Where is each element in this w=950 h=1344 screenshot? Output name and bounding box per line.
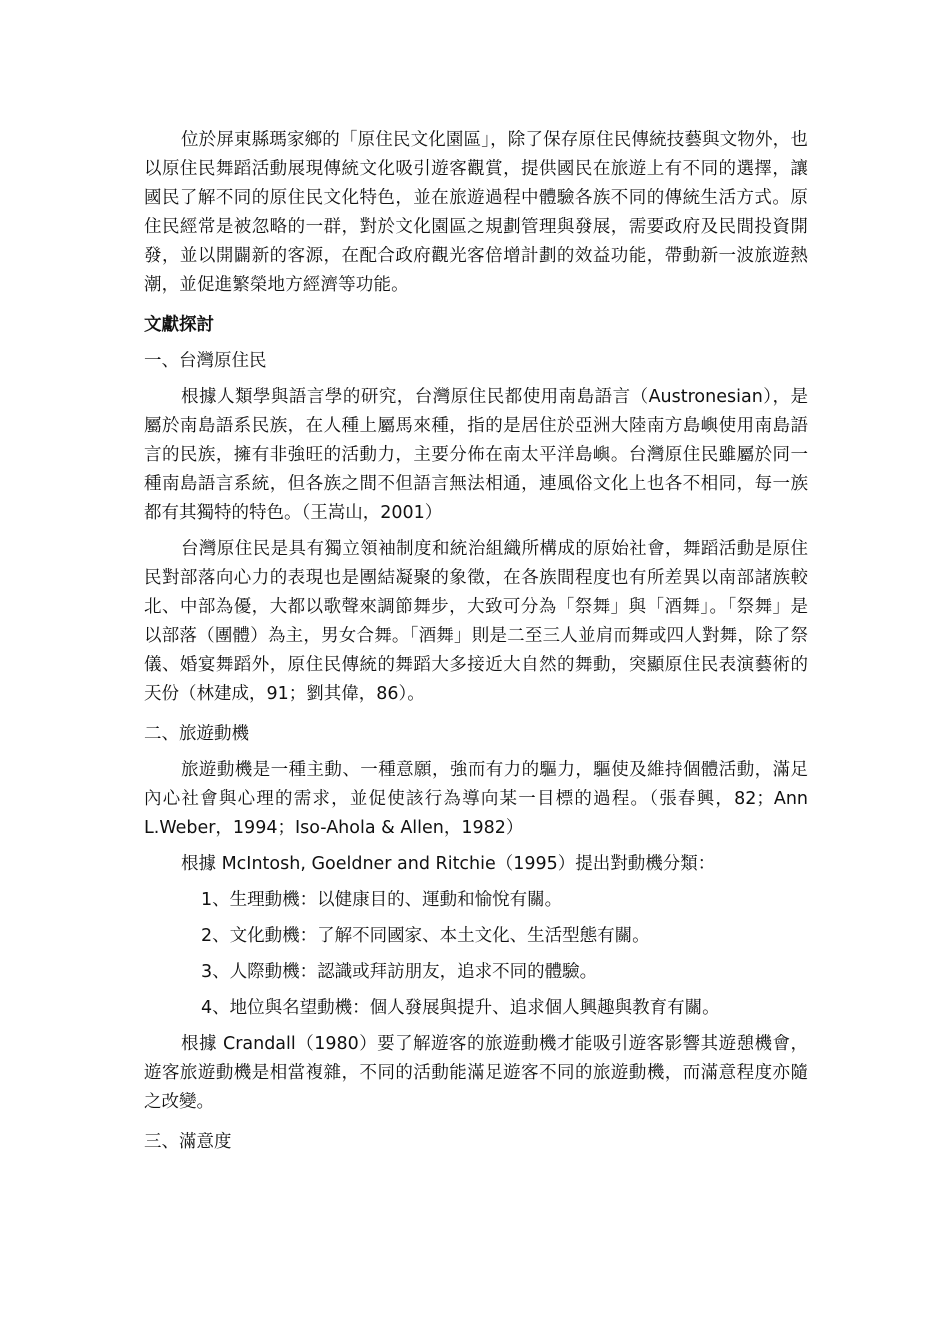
paragraph-dance: 台灣原住民是具有獨立領袖制度和統治組織所構成的原始社會，舞蹈活動是原住民對部落向心力的表現也是團結凝聚的象徵，在各族間程度也有所差異以南部諸族較北、中部為優，大都以歌聲來調節舞步，大致可分為「祭舞」與「酒舞」。「祭舞」是以部落（團體）為主，男女合舞。「酒舞」則是二至三人並肩而舞或四人對舞，除了祭儀、婚宴舞蹈外，原住民傳統的舞蹈大多接近大自然的舞動，突顯原住民表演藝術的天份（林建成，91；劉其偉，86）。 — [144, 539, 808, 704]
intro-paragraph: 位於屏東縣瑪家鄉的「原住民文化園區」，除了保存原住民傳統技藝與文物外，也以原住民舞蹈活動展現傳統文化吸引遊客觀賞，提供國民在旅遊上有不同的選擇，讓國民了解不同的原住民文化特色，並在旅遊過程中體驗各族不同的傳統生活方式。原住民經常是被忽略的一群，對於文化園區之規劃管理與發展，需要政府及民間投資開發，並以開闢新的客源，在配合政府觀光客倍增計劃的效益功能，帶動新一波旅遊熱潮，並促進繁榮地方經濟等功能。 — [144, 130, 808, 295]
subsection-title-motivation: 二、旅遊動機 — [144, 724, 249, 744]
motivation-list — [144, 886, 808, 1023]
paragraph-motivation-definition: 旅遊動機是一種主動、一種意願，強而有力的驅力，驅使及維持個體活動，滿足內心社會與心理的需求，並促使該行為導向某一目標的過程。（張春興，82；Ann L.Weber，1994；Iso-Ahola & Allen，1982） — [144, 760, 808, 838]
paragraph-crandall: 根據 Crandall（1980）要了解遊客的旅遊動機才能吸引遊客影響其遊憩機會，遊客旅遊動機是相當複雜，不同的活動能滿足遊客不同的旅遊動機，而滿意程度亦隨之改變。 — [144, 1034, 808, 1112]
subsection-title-satisfaction: 三、滿意度 — [144, 1132, 232, 1152]
list-item: 1、生理動機：以健康目的、運動和愉悅有關。 — [201, 890, 563, 910]
paragraph-austronesian: 根據人類學與語言學的研究，台灣原住民都使用南島語言（Austronesian），是屬於南島語系民族，在人種上屬馬來種，指的是居住於亞洲大陸南方島嶼使用南島語言的民族，擁有非強旺的活動力，主要分佈在南太平洋島嶼。台灣原住民雖屬於同一種南島語言系統，但各族之間不但語言無法相通，連風俗文化上也各不相同，每一族都有其獨特的特色。（王嵩山，2001） — [144, 387, 808, 523]
section-title: 文獻探討 — [144, 315, 214, 335]
list-item: 3、人際動機：認識或拜訪朋友，追求不同的體驗。 — [201, 962, 598, 982]
document-page — [144, 126, 808, 1157]
paragraph-motivation-classification: 根據 McIntosh, Goeldner and Ritchie（1995）提出對動機分類： — [181, 854, 716, 874]
list-item: 4、地位與名望動機：個人發展與提升、追求個人興趣與教育有關。 — [201, 998, 720, 1018]
subsection-title-indigenous: 一、台灣原住民 — [144, 351, 267, 371]
list-item: 2、文化動機：了解不同國家、本土文化、生活型態有關。 — [201, 926, 650, 946]
